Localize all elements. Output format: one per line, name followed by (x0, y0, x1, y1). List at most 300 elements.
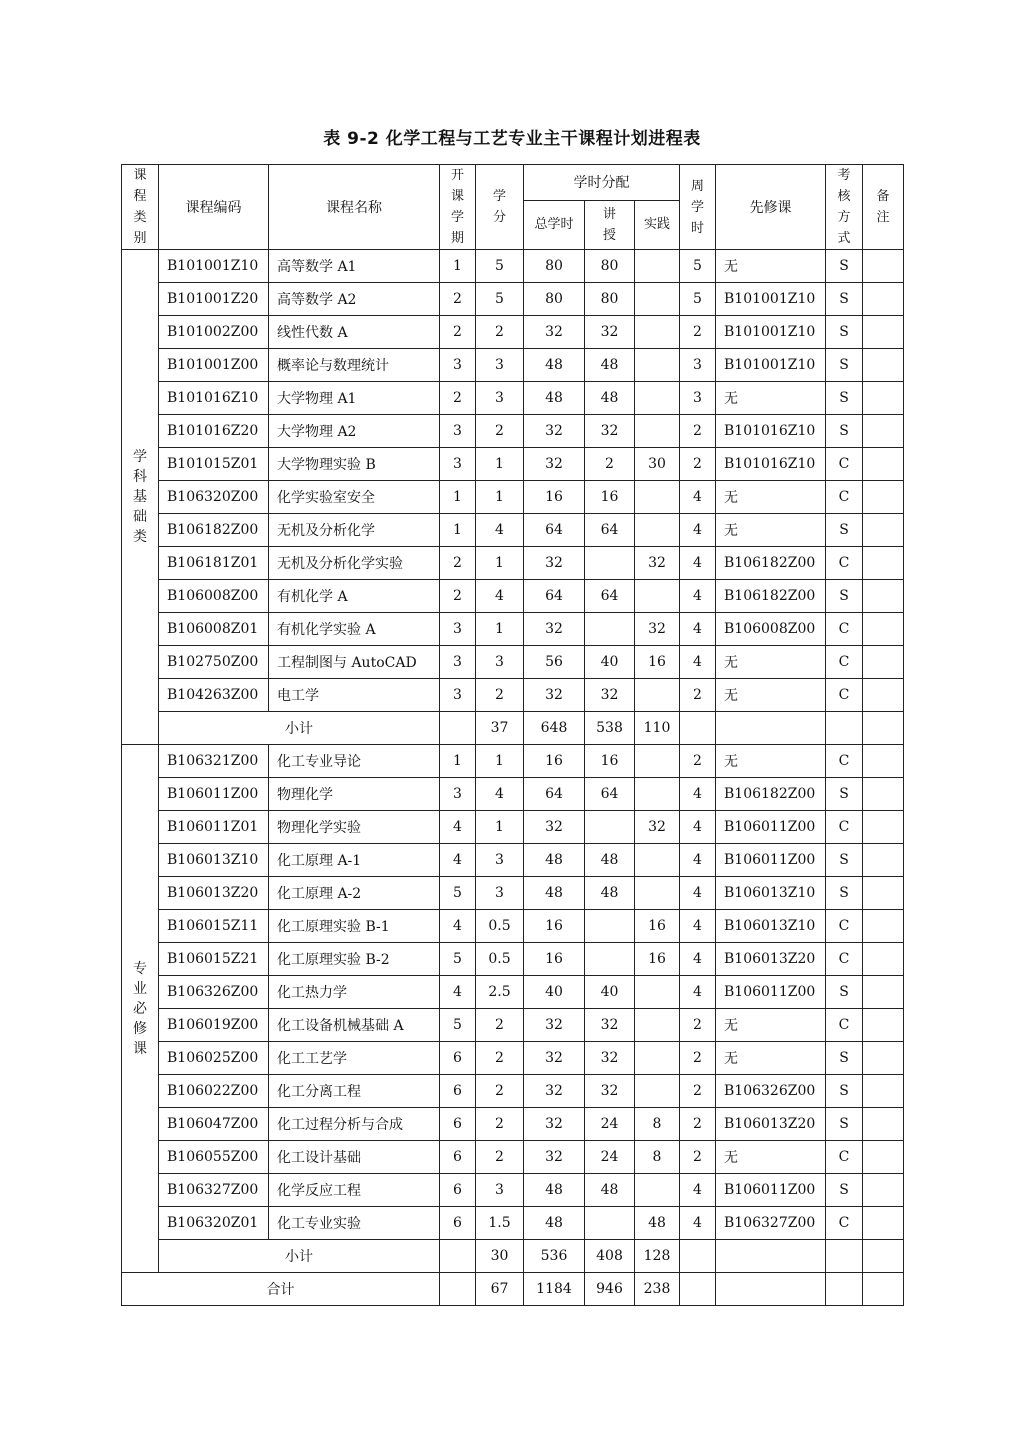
cell-credit: 3 (476, 844, 524, 877)
cell-note (863, 547, 904, 580)
cell-note (863, 1009, 904, 1042)
cell-code: B106015Z21 (159, 943, 269, 976)
header-weekly: 周 学 时 (680, 165, 716, 250)
cell-note (863, 283, 904, 316)
cell-practice (635, 1075, 680, 1108)
cell-prereq (716, 1273, 826, 1306)
cell-note (863, 1108, 904, 1141)
cell-name: 有机化学实验 A (269, 613, 440, 646)
cell-practice (635, 976, 680, 1009)
cell-name: 高等数学 A1 (269, 250, 440, 283)
cell-weekly: 4 (680, 844, 716, 877)
cell-credit: 2 (476, 316, 524, 349)
cell-credit: 1.5 (476, 1207, 524, 1240)
cell-practice: 32 (635, 547, 680, 580)
cell-prereq: 无 (716, 1141, 826, 1174)
cell-note (863, 514, 904, 547)
cell-term: 3 (440, 349, 476, 382)
cell-exam: S (826, 778, 863, 811)
table-row (122, 316, 904, 349)
cell-weekly: 2 (680, 679, 716, 712)
cell-name: 线性代数 A (269, 316, 440, 349)
subtotal-label: 小计 (159, 712, 440, 745)
cell-total: 64 (524, 580, 585, 613)
cell-lecture: 80 (585, 250, 635, 283)
cell-prereq: 无 (716, 1042, 826, 1075)
cell-exam: S (826, 316, 863, 349)
header-prereq: 先修课 (716, 165, 826, 250)
cell-credit: 2 (476, 415, 524, 448)
cell-exam: S (826, 580, 863, 613)
cell-practice (635, 844, 680, 877)
subtotal-practice: 110 (635, 712, 680, 745)
cell-prereq: B106326Z00 (716, 1075, 826, 1108)
cell-name: 概率论与数理统计 (269, 349, 440, 382)
table-title: 表 9-2 化学工程与工艺专业主干课程计划进程表 (323, 129, 701, 149)
table-row (122, 910, 904, 943)
subtotal-total: 536 (524, 1240, 585, 1273)
cell-prereq: B106011Z00 (716, 844, 826, 877)
cell-note (863, 349, 904, 382)
table-row (122, 679, 904, 712)
cell-term: 1 (440, 745, 476, 778)
cell-practice (635, 415, 680, 448)
cell-term: 2 (440, 580, 476, 613)
cell-weekly: 2 (680, 745, 716, 778)
cell-credit: 2.5 (476, 976, 524, 1009)
table-row (122, 943, 904, 976)
cell-exam: S (826, 976, 863, 1009)
cell-exam: C (826, 943, 863, 976)
header-exam: 考 核 方 式 (826, 165, 863, 250)
cell-term: 5 (440, 943, 476, 976)
cell-name: 大学物理实验 B (269, 448, 440, 481)
grand-total-total: 1184 (524, 1273, 585, 1306)
table-row (122, 811, 904, 844)
cell-prereq: B106013Z10 (716, 910, 826, 943)
cell-code: B101015Z01 (159, 448, 269, 481)
cell-term: 5 (440, 1009, 476, 1042)
cell-note (863, 448, 904, 481)
cell-code: B106055Z00 (159, 1141, 269, 1174)
cell-note (863, 910, 904, 943)
cell-code: B101016Z10 (159, 382, 269, 415)
header-name: 课程名称 (269, 165, 440, 250)
table-row (122, 283, 904, 316)
cell-exam (826, 1240, 863, 1273)
cell-term: 4 (440, 910, 476, 943)
cell-weekly: 2 (680, 316, 716, 349)
cell-credit: 4 (476, 580, 524, 613)
table-row (122, 547, 904, 580)
cell-name: 电工学 (269, 679, 440, 712)
cell-prereq: 无 (716, 382, 826, 415)
cell-weekly: 2 (680, 1108, 716, 1141)
cell-lecture: 48 (585, 349, 635, 382)
cell-total: 48 (524, 844, 585, 877)
cell-total: 32 (524, 448, 585, 481)
cell-note (863, 712, 904, 745)
cell-practice (635, 514, 680, 547)
cell-weekly: 4 (680, 1207, 716, 1240)
subtotal-credit: 30 (476, 1240, 524, 1273)
table-row (122, 844, 904, 877)
cell-practice: 48 (635, 1207, 680, 1240)
cell-practice (635, 1174, 680, 1207)
cell-practice (635, 778, 680, 811)
cell-weekly: 2 (680, 1042, 716, 1075)
cell-exam: C (826, 1141, 863, 1174)
cell-weekly (680, 712, 716, 745)
cell-exam: C (826, 1207, 863, 1240)
cell-prereq: B106008Z00 (716, 613, 826, 646)
cell-code: B106321Z00 (159, 745, 269, 778)
cell-total: 32 (524, 316, 585, 349)
cell-practice (635, 877, 680, 910)
cell-credit: 2 (476, 1009, 524, 1042)
table-row (122, 1108, 904, 1141)
cell-weekly: 3 (680, 349, 716, 382)
cell-credit: 1 (476, 811, 524, 844)
cell-credit: 3 (476, 382, 524, 415)
cell-credit: 1 (476, 613, 524, 646)
cell-lecture: 64 (585, 580, 635, 613)
cell-code: B106320Z01 (159, 1207, 269, 1240)
cell-prereq: B101016Z10 (716, 448, 826, 481)
cell-prereq: 无 (716, 646, 826, 679)
cell-lecture (585, 910, 635, 943)
cell-code: B106008Z01 (159, 613, 269, 646)
cell-term: 3 (440, 613, 476, 646)
cell-credit: 2 (476, 679, 524, 712)
cell-code: B106022Z00 (159, 1075, 269, 1108)
subtotal-practice: 128 (635, 1240, 680, 1273)
cell-exam: C (826, 679, 863, 712)
cell-practice (635, 349, 680, 382)
cell-total: 32 (524, 415, 585, 448)
cell-name: 化工工艺学 (269, 1042, 440, 1075)
cell-credit: 0.5 (476, 910, 524, 943)
grand-total-label: 合计 (122, 1273, 440, 1306)
cell-practice: 30 (635, 448, 680, 481)
cell-practice: 8 (635, 1141, 680, 1174)
cell-total: 80 (524, 283, 585, 316)
cell-total: 16 (524, 745, 585, 778)
cell-name: 化工专业导论 (269, 745, 440, 778)
cell-lecture: 40 (585, 976, 635, 1009)
cell-total: 16 (524, 910, 585, 943)
cell-lecture: 2 (585, 448, 635, 481)
cell-practice (635, 745, 680, 778)
grand-total-lecture: 946 (585, 1273, 635, 1306)
cell-exam: C (826, 481, 863, 514)
cell-note (863, 877, 904, 910)
cell-exam (826, 712, 863, 745)
cell-note (863, 1174, 904, 1207)
subtotal-label: 小计 (159, 1240, 440, 1273)
cell-credit: 2 (476, 1141, 524, 1174)
cell-practice (635, 1042, 680, 1075)
cell-credit: 4 (476, 514, 524, 547)
cell-lecture: 64 (585, 514, 635, 547)
cell-prereq: B106013Z20 (716, 1108, 826, 1141)
cell-weekly: 4 (680, 811, 716, 844)
cell-total: 32 (524, 811, 585, 844)
cell-prereq: 无 (716, 250, 826, 283)
cell-practice (635, 283, 680, 316)
cell-exam: C (826, 910, 863, 943)
cell-name: 物理化学实验 (269, 811, 440, 844)
cell-lecture: 32 (585, 1042, 635, 1075)
cell-credit: 1 (476, 547, 524, 580)
subtotal-row (122, 712, 904, 745)
table-row (122, 514, 904, 547)
grand-total-credit: 67 (476, 1273, 524, 1306)
cell-lecture: 40 (585, 646, 635, 679)
table-row (122, 877, 904, 910)
cell-code: B101016Z20 (159, 415, 269, 448)
cell-practice (635, 382, 680, 415)
cell-note (863, 844, 904, 877)
cell-practice: 32 (635, 811, 680, 844)
table-row (122, 976, 904, 1009)
cell-name: 化工原理实验 B-2 (269, 943, 440, 976)
cell-credit: 1 (476, 745, 524, 778)
cell-term: 3 (440, 415, 476, 448)
cell-total: 48 (524, 1207, 585, 1240)
cell-prereq: B106011Z00 (716, 1174, 826, 1207)
cell-total: 32 (524, 1141, 585, 1174)
cell-weekly: 4 (680, 943, 716, 976)
cell-code: B106047Z00 (159, 1108, 269, 1141)
cell-practice (635, 481, 680, 514)
cell-prereq: 无 (716, 514, 826, 547)
cell-term: 3 (440, 448, 476, 481)
cell-note (863, 745, 904, 778)
cell-lecture: 48 (585, 382, 635, 415)
cell-exam: C (826, 811, 863, 844)
cell-total: 48 (524, 1174, 585, 1207)
cell-weekly: 5 (680, 283, 716, 316)
table-row (122, 646, 904, 679)
cell-code: B106019Z00 (159, 1009, 269, 1042)
cell-credit: 3 (476, 1174, 524, 1207)
header-credit: 学 分 (476, 165, 524, 250)
table-row (122, 1207, 904, 1240)
cell-lecture: 48 (585, 844, 635, 877)
cell-term: 4 (440, 976, 476, 1009)
cell-term (440, 712, 476, 745)
cell-lecture: 16 (585, 481, 635, 514)
cell-lecture (585, 547, 635, 580)
cell-term: 2 (440, 283, 476, 316)
cell-exam: C (826, 613, 863, 646)
cell-weekly: 4 (680, 646, 716, 679)
cell-practice: 8 (635, 1108, 680, 1141)
cell-note (863, 646, 904, 679)
cell-note (863, 1141, 904, 1174)
cell-name: 大学物理 A2 (269, 415, 440, 448)
cell-name: 化工专业实验 (269, 1207, 440, 1240)
cell-prereq: 无 (716, 1009, 826, 1042)
table-row (122, 448, 904, 481)
cell-exam (826, 1273, 863, 1306)
table-row (122, 349, 904, 382)
cell-exam: C (826, 745, 863, 778)
cell-exam: C (826, 1009, 863, 1042)
cell-practice: 16 (635, 943, 680, 976)
cell-name: 有机化学 A (269, 580, 440, 613)
grand-total-practice: 238 (635, 1273, 680, 1306)
cell-exam: S (826, 877, 863, 910)
cell-name: 化工热力学 (269, 976, 440, 1009)
cell-total: 56 (524, 646, 585, 679)
cell-credit: 3 (476, 646, 524, 679)
cell-code: B106015Z11 (159, 910, 269, 943)
cell-name: 大学物理 A1 (269, 382, 440, 415)
cell-name: 化工原理 A-2 (269, 877, 440, 910)
cell-prereq: B101001Z10 (716, 349, 826, 382)
cell-lecture (585, 943, 635, 976)
cell-lecture: 64 (585, 778, 635, 811)
cell-credit: 1 (476, 448, 524, 481)
cell-weekly: 2 (680, 415, 716, 448)
cell-credit: 3 (476, 349, 524, 382)
cell-lecture: 32 (585, 415, 635, 448)
cell-total: 48 (524, 382, 585, 415)
cell-note (863, 778, 904, 811)
cell-total: 40 (524, 976, 585, 1009)
cell-practice (635, 679, 680, 712)
table-row (122, 1042, 904, 1075)
cell-credit: 2 (476, 1075, 524, 1108)
cell-lecture: 32 (585, 1009, 635, 1042)
cell-weekly: 4 (680, 976, 716, 1009)
table-row (122, 250, 904, 283)
cell-exam: S (826, 514, 863, 547)
cell-total: 32 (524, 1009, 585, 1042)
cell-code: B106013Z10 (159, 844, 269, 877)
cell-lecture: 24 (585, 1141, 635, 1174)
cell-term (440, 1273, 476, 1306)
cell-term: 6 (440, 1207, 476, 1240)
cell-exam: C (826, 646, 863, 679)
cell-term: 4 (440, 811, 476, 844)
header-practice: 实践 (635, 200, 680, 249)
cell-weekly: 2 (680, 448, 716, 481)
cell-note (863, 1207, 904, 1240)
cell-prereq (716, 712, 826, 745)
table-row (122, 382, 904, 415)
category-cell: 专 业 必 修 课 (122, 745, 159, 1273)
cell-name: 高等数学 A2 (269, 283, 440, 316)
cell-practice (635, 1009, 680, 1042)
cell-weekly: 2 (680, 1075, 716, 1108)
header-lecture: 讲授 (585, 200, 635, 249)
header-category: 课 程 类 别 (122, 165, 159, 250)
cell-credit: 5 (476, 250, 524, 283)
cell-term: 3 (440, 778, 476, 811)
cell-weekly: 4 (680, 1174, 716, 1207)
cell-name: 化工原理实验 B-1 (269, 910, 440, 943)
cell-term: 5 (440, 877, 476, 910)
cell-weekly: 4 (680, 514, 716, 547)
cell-note (863, 250, 904, 283)
cell-lecture (585, 1207, 635, 1240)
cell-code: B106011Z00 (159, 778, 269, 811)
cell-code: B106326Z00 (159, 976, 269, 1009)
cell-prereq: B101001Z10 (716, 283, 826, 316)
cell-exam: S (826, 283, 863, 316)
cell-note (863, 1240, 904, 1273)
table-row (122, 745, 904, 778)
course-plan-table (121, 164, 904, 1306)
cell-credit: 5 (476, 283, 524, 316)
cell-credit: 2 (476, 1042, 524, 1075)
cell-term: 2 (440, 316, 476, 349)
cell-term: 1 (440, 250, 476, 283)
cell-note (863, 943, 904, 976)
cell-note (863, 580, 904, 613)
table-row (122, 481, 904, 514)
header-term: 开 课 学 期 (440, 165, 476, 250)
cell-name: 物理化学 (269, 778, 440, 811)
cell-weekly: 4 (680, 481, 716, 514)
cell-total: 32 (524, 1075, 585, 1108)
cell-weekly: 2 (680, 1141, 716, 1174)
table-body (122, 250, 904, 1306)
cell-note (863, 382, 904, 415)
table-row (122, 1009, 904, 1042)
cell-exam: S (826, 415, 863, 448)
cell-prereq: B106327Z00 (716, 1207, 826, 1240)
cell-prereq: B106011Z00 (716, 976, 826, 1009)
cell-term: 6 (440, 1174, 476, 1207)
cell-exam: S (826, 1075, 863, 1108)
cell-name: 化工设备机械基础 A (269, 1009, 440, 1042)
cell-name: 无机及分析化学 (269, 514, 440, 547)
cell-term (440, 1240, 476, 1273)
cell-lecture: 80 (585, 283, 635, 316)
cell-exam: S (826, 250, 863, 283)
cell-weekly: 3 (680, 382, 716, 415)
cell-exam: C (826, 448, 863, 481)
table-row (122, 1174, 904, 1207)
cell-exam: C (826, 547, 863, 580)
cell-code: B106182Z00 (159, 514, 269, 547)
table-row (122, 580, 904, 613)
cell-lecture: 48 (585, 1174, 635, 1207)
cell-total: 16 (524, 481, 585, 514)
cell-term: 1 (440, 514, 476, 547)
cell-prereq: B106182Z00 (716, 778, 826, 811)
cell-prereq: B106011Z00 (716, 811, 826, 844)
cell-weekly: 4 (680, 877, 716, 910)
cell-total: 32 (524, 547, 585, 580)
cell-total: 64 (524, 778, 585, 811)
cell-lecture: 32 (585, 1075, 635, 1108)
cell-lecture (585, 811, 635, 844)
cell-weekly: 4 (680, 580, 716, 613)
cell-lecture: 24 (585, 1108, 635, 1141)
cell-credit: 0.5 (476, 943, 524, 976)
cell-term: 3 (440, 646, 476, 679)
cell-code: B106008Z00 (159, 580, 269, 613)
cell-code: B101001Z00 (159, 349, 269, 382)
cell-code: B106025Z00 (159, 1042, 269, 1075)
cell-credit: 3 (476, 877, 524, 910)
cell-total: 80 (524, 250, 585, 283)
